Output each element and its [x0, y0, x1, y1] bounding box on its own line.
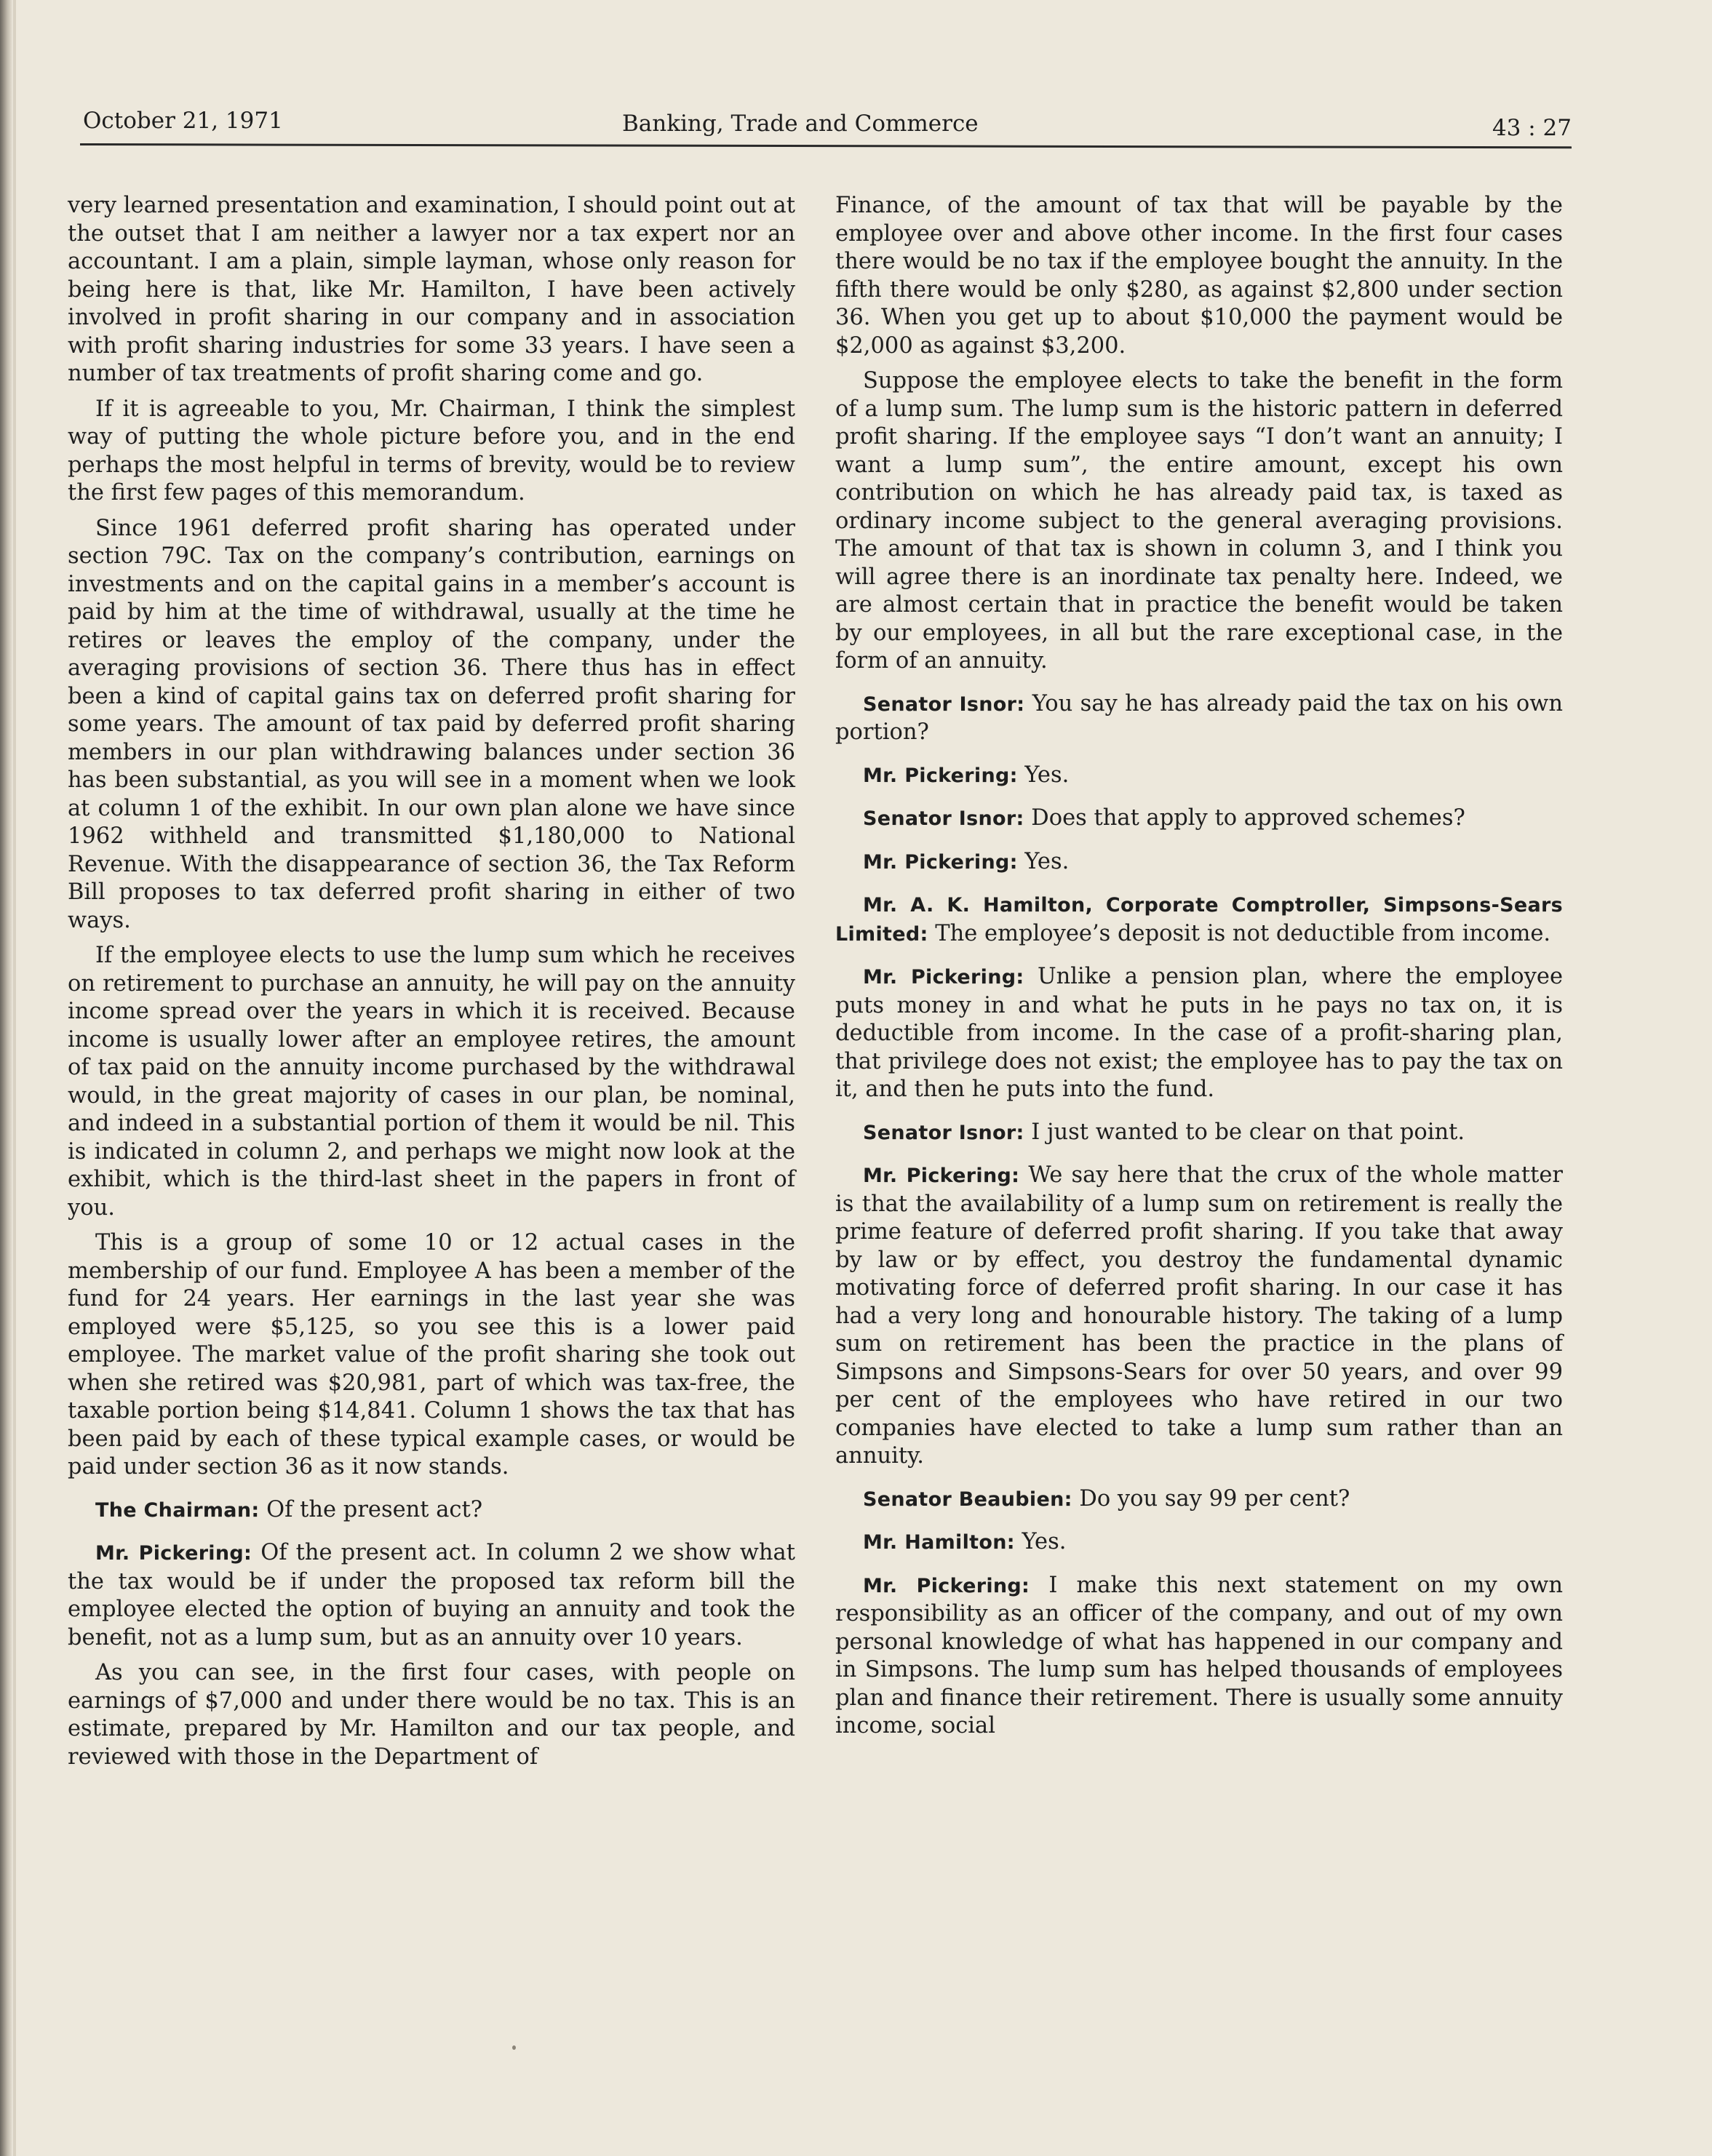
- paragraph-text: Do you say 99 per cent?: [1079, 1485, 1350, 1512]
- paragraph: [68, 1496, 795, 1525]
- left-column: [68, 192, 795, 1778]
- paragraph: [835, 1572, 1563, 1741]
- header-date: October 21, 1971: [83, 108, 283, 134]
- paragraph: [835, 762, 1563, 791]
- paragraph: [835, 1162, 1563, 1471]
- paragraph-text: Yes.: [1024, 848, 1070, 874]
- paragraph: [835, 1528, 1563, 1557]
- paragraph: [835, 848, 1563, 877]
- speaker-name: Mr. A. K. Hamilton, Corporate Comptroller, Simpsons-Sears Limited:: [835, 894, 1563, 946]
- paragraph-text: As you can see, in the first four cases, with people on earnings of $7,000 and under there would be no tax. This is an estimate, prepared by Mr. Hamilton and our tax people, and reviewed with those in the Department of: [68, 1660, 795, 1770]
- paragraph: [68, 1229, 795, 1482]
- speaker-name: Mr. Pickering:: [863, 850, 1018, 874]
- paragraph-text: If it is agreeable to you, Mr. Chairman, I think the simplest way of putting the whole picture before you, and in the end perhaps the most helpful in terms of brevity, would be to review the first few pages of this memorandum.: [68, 396, 795, 506]
- paragraph-text: Unlike a pension plan, where the employee puts money in and what he puts in he pays no tax on, it is deductible from income. In the case of a profit-sharing plan, that privilege does not exist; the employee has to pay the tax on it, and then he puts into the fund.: [835, 964, 1564, 1102]
- speaker-name: Mr. Pickering:: [863, 764, 1018, 787]
- paragraph: [835, 690, 1563, 747]
- page-binding-edge: [0, 0, 13, 2156]
- speaker-name: Mr. Pickering:: [863, 1165, 1020, 1187]
- speaker-name: Mr. Hamilton:: [863, 1531, 1015, 1554]
- paragraph-text: Since 1961 deferred profit sharing has operated under section 79C. Tax on the company’s contribution, earnings on investments and on the capital gains in a member’s account is paid by him at the time of withdrawal, usually at the time he retires or leaves the employ of the company, under the averaging provisions of section 36. There thus has in effect been a kind of capital gains tax on deferred profit sharing for some years. The amount of tax paid by deferred profit sharing members in our plan withdrawing balances under section 36 has been substantial, as you will see in a moment when we look at column 1 of the exhibit. In our own plan alone we have since 1962 withheld and transmitted $1,180,000 to National Revenue. With the disappearance of section 36, the Tax Reform Bill proposes to tax deferred profit sharing in either of two ways.: [68, 515, 795, 933]
- speaker-name: Mr. Pickering:: [95, 1542, 252, 1565]
- paragraph: [835, 1119, 1563, 1148]
- page-binding-shadow: [13, 0, 16, 2156]
- paragraph: [835, 367, 1563, 676]
- paragraph-text: Suppose the employee elects to take the benefit in the form of a lump sum. The lump sum is the historic pattern in deferred profit sharing. If the employee says “I don’t want an annuity; I want a lump sum”, the entire amount, except his own contribution on which he has already paid tax, is taxed as ordinary income subject to the general averaging provisions. The amount of that tax is shown in column 3, and I think you will agree there is an inordinate tax penalty here. Indeed, we are almost certain that in practice the benefit would be taken by our employees, in all but the rare exceptional case, in the form of an annuity.: [835, 368, 1563, 674]
- speaker-name: Senator Isnor:: [863, 1121, 1024, 1144]
- paragraph: [835, 963, 1563, 1104]
- speaker-name: Senator Beaubien:: [863, 1488, 1072, 1511]
- paragraph-text: very learned presentation and examination, I should point out at the outset that I am neither a lawyer nor a tax expert nor an accountant. I am a plain, simple layman, whose only reason for being here is that, like Mr. Hamilton, I have been actively involved in profit sharing in our company and in association with profit sharing industries for some 33 years. I have seen a number of tax treatments of profit sharing come and go.: [68, 193, 795, 386]
- paragraph: [835, 804, 1563, 834]
- speaker-name: Senator Isnor:: [863, 807, 1024, 830]
- page-number: 43 : 27: [1492, 115, 1572, 141]
- paragraph-text: Yes.: [1024, 762, 1070, 788]
- paragraph-text: The employee’s deposit is not deductible from income.: [935, 920, 1551, 946]
- paragraph-text: I make this next statement on my own responsibility as an officer of the company, and out of my own personal knowledge of what has happened in our company and in Simpsons. The lump sum has helped thousands of employees plan and finance their retirement. There is usually some annuity income, social: [835, 1572, 1563, 1738]
- speaker-name: Mr. Pickering:: [863, 966, 1024, 989]
- paragraph-text: This is a group of some 10 or 12 actual cases in the membership of our fund. Employee A has been a member of the fund for 24 years. Her earnings in the last year she was employed were $5,125, so you see this is a lower paid employee. The market value of the profit sharing she took out when she retired was $20,981, part of which was tax-free, the taxable portion being $14,841. Column 1 shows the tax that has been paid by each of these typical example cases, or would be paid under section 36 as it now stands.: [68, 1230, 795, 1480]
- paragraph-text: Does that apply to approved schemes?: [1031, 805, 1465, 831]
- running-header: [80, 102, 1572, 144]
- speaker-name: Mr. Pickering:: [863, 1574, 1030, 1597]
- paragraph-text: Of the present act?: [266, 1496, 483, 1522]
- paragraph-text: I just wanted to be clear on that point.: [1031, 1119, 1465, 1145]
- paragraph: [835, 192, 1563, 360]
- header-title: Banking, Trade and Commerce: [622, 111, 979, 137]
- page-speck: [512, 2045, 516, 2050]
- paragraph: [68, 396, 795, 508]
- paragraph-text: We say here that the crux of the whole matter is that the availability of a lump sum on retirement is really the prime feature of deferred profit sharing. If you take that away by law or by effect, you destroy the fundamental dynamic motivating force of deferred profit sharing. In our case it has had a very long and honourable history. The taking of a lump sum on retirement has been the practice in the plans of Simpsons and Simpsons-Sears for over 50 years, and over 99 per cent of the employees who have retired in our two companies have elected to take a lump sum rather than an annuity.: [835, 1162, 1563, 1469]
- paragraph-text: You say he has already paid the tax on his own portion?: [835, 690, 1564, 745]
- paragraph-text: Yes.: [1022, 1529, 1067, 1554]
- paragraph-text: Of the present act. In column 2 we show what the tax would be if under the proposed tax reform bill the employee elected the option of buying an annuity and took the benefit, not as a lump sum, but as an annuity over 10 years.: [68, 1540, 795, 1650]
- paragraph: [68, 192, 795, 388]
- speaker-name: Senator Isnor:: [863, 692, 1025, 716]
- paragraph: [835, 1485, 1563, 1514]
- paragraph: [68, 1539, 795, 1652]
- header-rule: [80, 143, 1572, 148]
- speaker-name: The Chairman:: [95, 1498, 260, 1522]
- paragraph: [68, 1659, 795, 1771]
- paragraph-text: Finance, of the amount of tax that will be payable by the employee over and above other income. In the first four cases there would be no tax if the employee bought the annuity. In the fifth there would be only $280, as against $2,800 under section 36. When you get up to about $10,000 the payment would be $2,000 as against $3,200.: [835, 193, 1563, 359]
- paragraph: [68, 515, 795, 935]
- right-column: [835, 192, 1563, 1748]
- paragraph: [835, 891, 1563, 949]
- paragraph-text: If the employee elects to use the lump sum which he receives on retirement to purchase an annuity, he will pay on the annuity income spread over the years in which it is received. Because income is usually lower after an employee retires, the amount of tax paid on the annuity income purchased by the withdrawal would, in the great majority of cases in our plan, be nominal, and indeed in a substantial portion of them it would be nil. This is indicated in column 2, and perhaps we might now look at the exhibit, which is the third-last sheet in the papers in front of you.: [68, 943, 795, 1221]
- paragraph: [68, 942, 795, 1222]
